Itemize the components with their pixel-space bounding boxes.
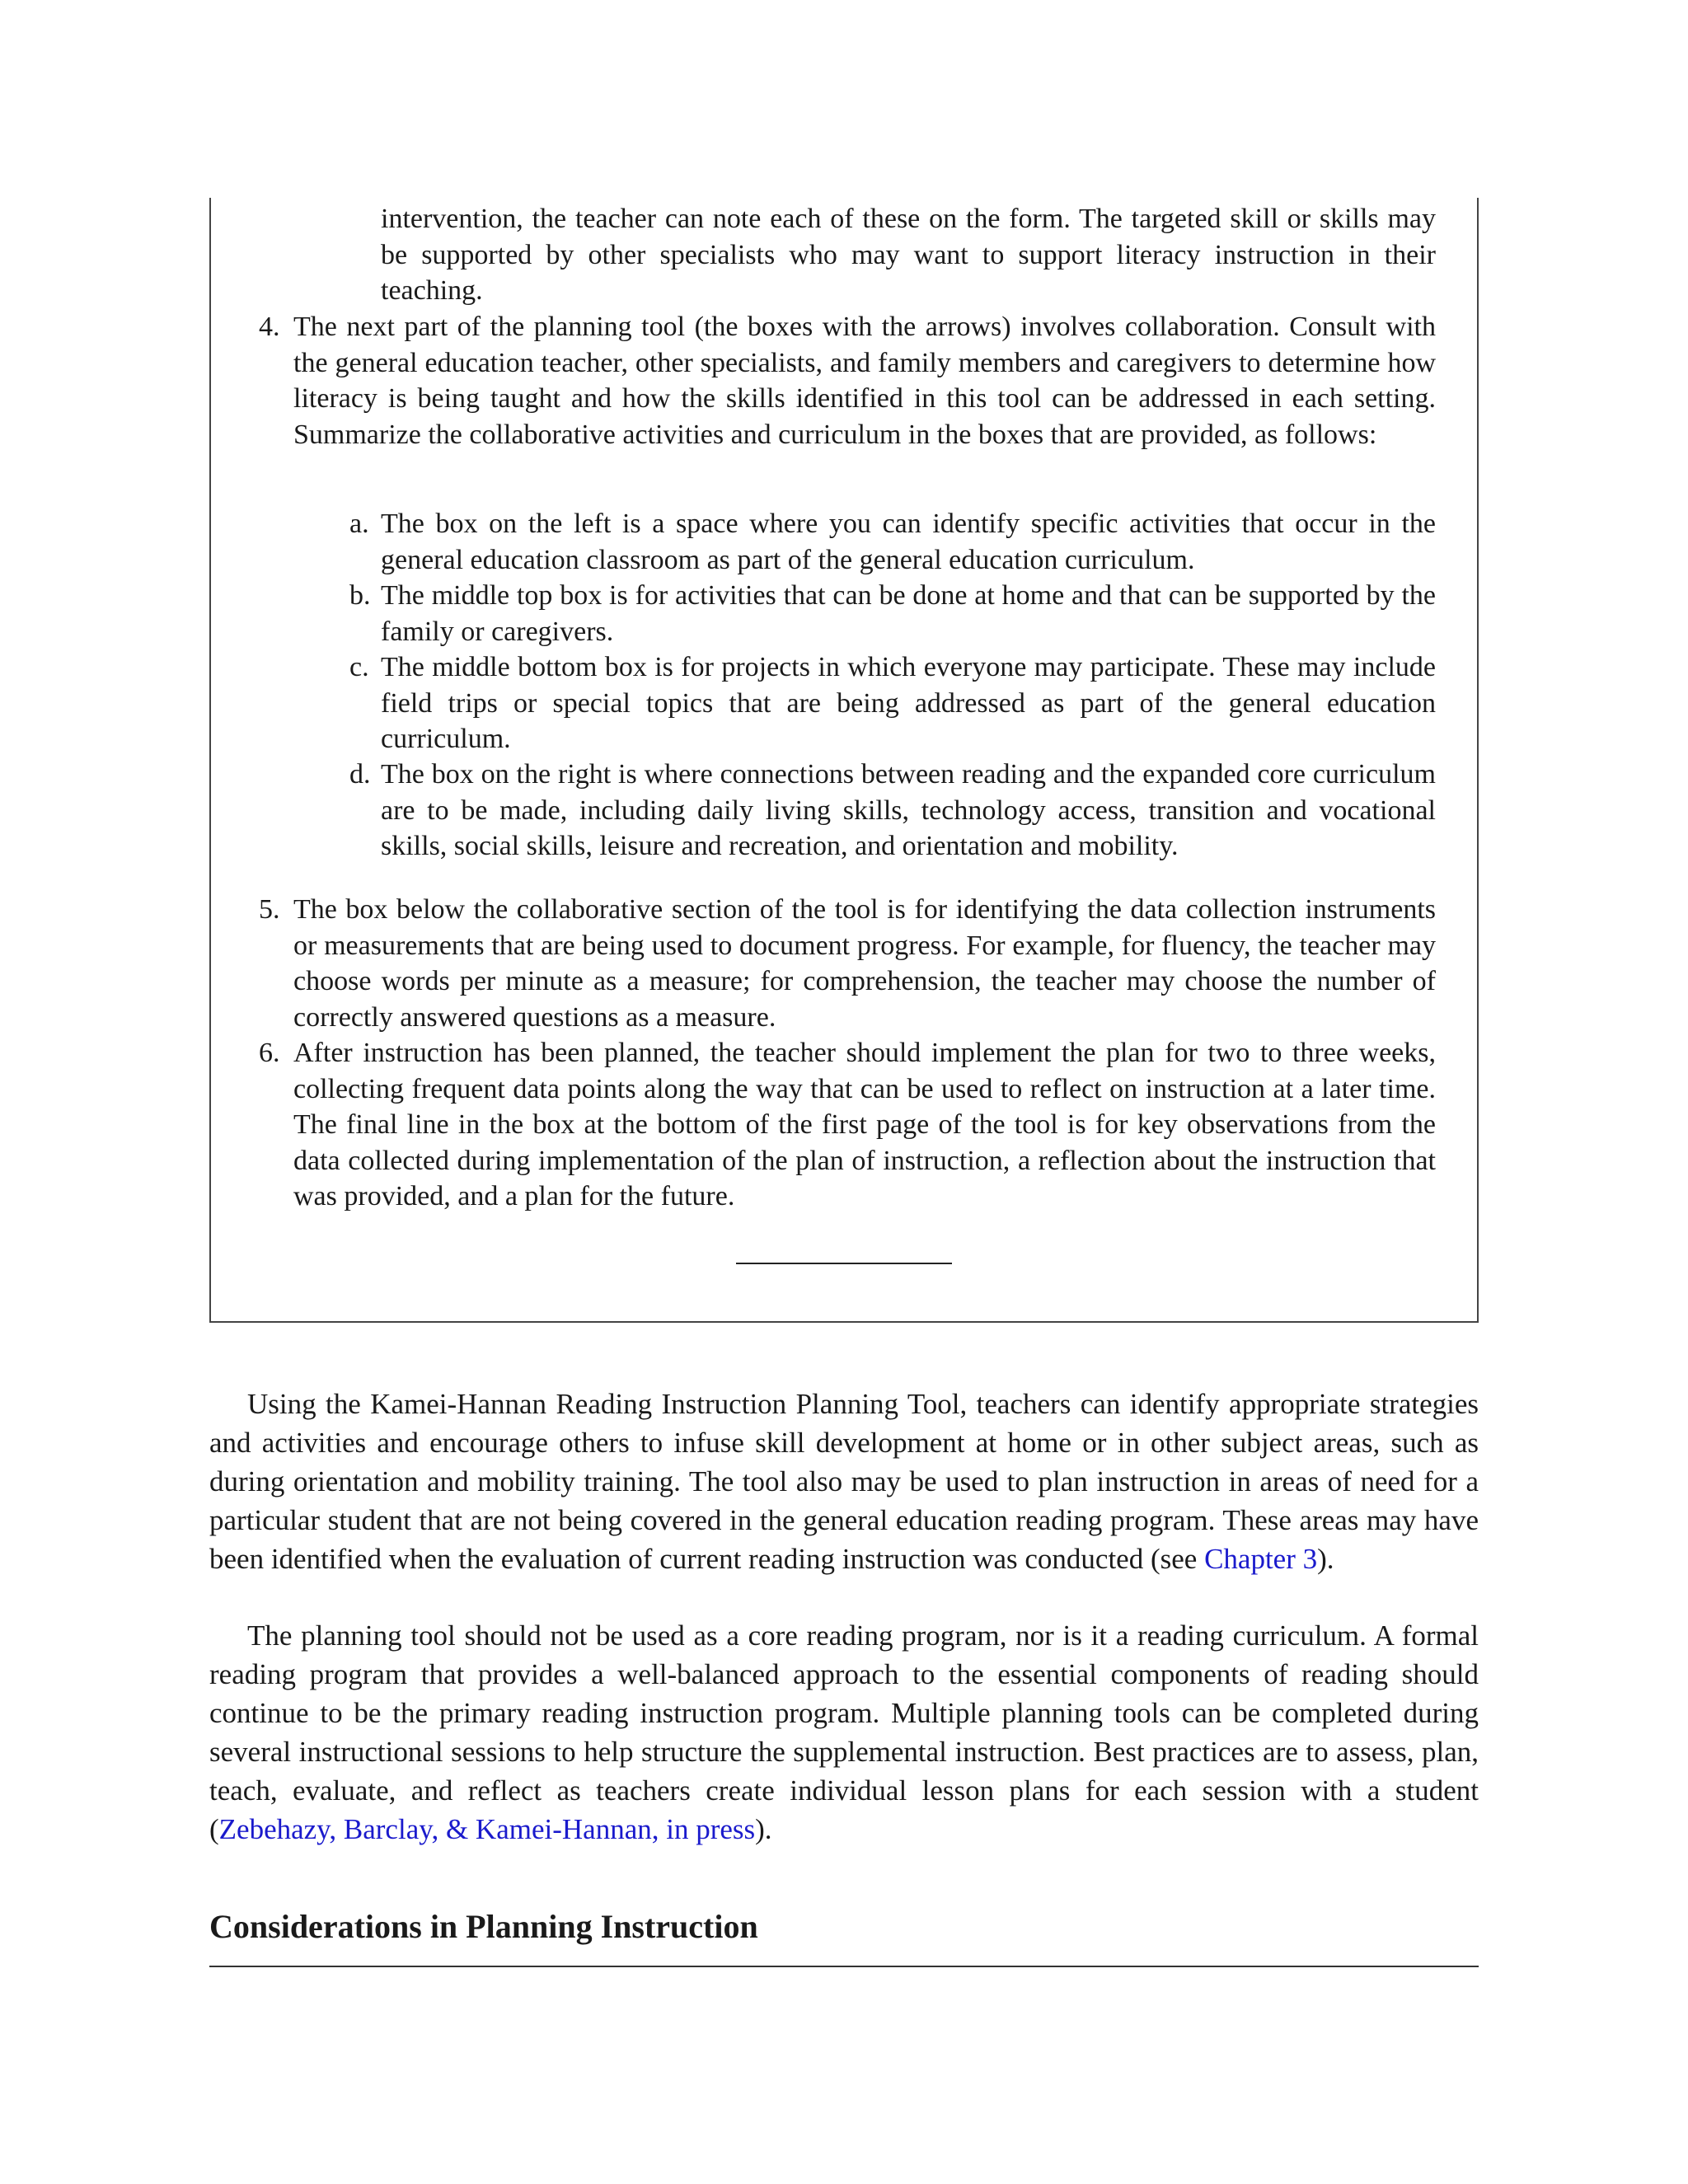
list-item-6	[259, 1035, 1436, 1215]
sub-item-a	[349, 506, 1436, 578]
paragraph-text: Using the Kamei-Hannan Reading Instruction Planning Tool, teachers can identify appropriate strategies and activities and encourage others to infuse skill development at home or in other subject areas, such as during orientation and mobility training. The tool also may be used to plan instruction in areas of need for a particular student that are not being covered in the general education reading program. These areas may have been identified when the evaluation of current reading instruction was conducted (see	[209, 1388, 1479, 1575]
section-heading: Considerations in Planning Instruction	[209, 1908, 758, 1945]
body-paragraph-2	[209, 1616, 1479, 1849]
list-item-text: The box below the collaborative section of the tool is for identifying the data collection instruments or measurements that are being used to document progress. For example, for fluency, the teacher may choose words per minute as a measure; for comprehension, the teacher may choose the number of correctly answered questions as a measure.	[293, 894, 1436, 1033]
sub-item-text: The box on the left is a space where you can identify specific activities that occur in the general education classroom as part of the general education curriculum.	[381, 509, 1436, 575]
sub-item-text: The box on the right is where connections between reading and the expanded core curriculum are to be made, including daily living skills, technology access, transition and vocational skills, social skills, leisure and recreation, and orientation and mobility.	[381, 759, 1436, 861]
list-item-5	[259, 892, 1436, 1035]
list-item-text: The next part of the planning tool (the boxes with the arrows) involves collaboration. Consult with the general education teacher, other specialists, and family members and caregivers to determine how literacy is being taught and how the skills identified in this tool can be addressed in each setting. Summarize the collaborative activities and curriculum in the boxes that are provided, as follows:	[293, 312, 1436, 450]
paragraph-end: ).	[755, 1813, 772, 1845]
list-item-text: After instruction has been planned, the teacher should implement the plan for two to three weeks, collecting frequent data points along the way that can be used to reflect on instruction at a later time. The final line in the box at the bottom of the first page of the tool is for key observations from the data collected during implementation of the plan of instruction, a reflection about the instruction that was provided, and a plan for the future.	[293, 1038, 1436, 1212]
sub-item-text: The middle top box is for activities that can be done at home and that can be supported by the family or caregivers.	[381, 580, 1436, 647]
chapter-3-link[interactable]: Chapter 3	[1204, 1543, 1318, 1575]
paragraph-end: ).	[1317, 1543, 1334, 1575]
sub-item-letter: b.	[349, 580, 371, 611]
sub-item-letter: c.	[349, 652, 369, 682]
sub-item-letter: a.	[349, 509, 369, 539]
body-paragraph-1	[209, 1385, 1479, 1578]
paragraph-text: The planning tool should not be used as a core reading program, nor is it a reading curriculum. A formal reading program that provides a well-balanced approach to the essential components of reading should continue to be the primary reading instruction program. Multiple planning tools can be completed during several instructional sessions to help structure the supplemental instruction. Best practices are to assess, plan, teach, evaluate, and reflect as teachers create individual lesson plans for each session with a student (	[209, 1619, 1479, 1845]
list-number: 5.	[259, 894, 280, 925]
heading-rule	[209, 1966, 1479, 1967]
box-continuation-text: intervention, the teacher can note each of these on the form. The targeted skill or skills may be supported by other specialists who may want to support literacy instruction in their teaching.	[381, 204, 1436, 306]
sub-item-letter: d.	[349, 759, 371, 790]
sub-item-d	[349, 757, 1436, 865]
list-number: 6.	[259, 1038, 280, 1068]
list-item-4	[259, 309, 1436, 452]
sub-item-b	[349, 578, 1436, 649]
sub-item-c	[349, 649, 1436, 757]
list-number: 4.	[259, 312, 280, 342]
box-end-rule	[736, 1263, 952, 1264]
citation-link[interactable]: Zebehazy, Barclay, & Kamei-Hannan, in press	[218, 1813, 756, 1845]
sub-item-text: The middle bottom box is for projects in which everyone may participate. These may include field trips or special topics that are being addressed as part of the general education curriculum.	[381, 652, 1436, 754]
